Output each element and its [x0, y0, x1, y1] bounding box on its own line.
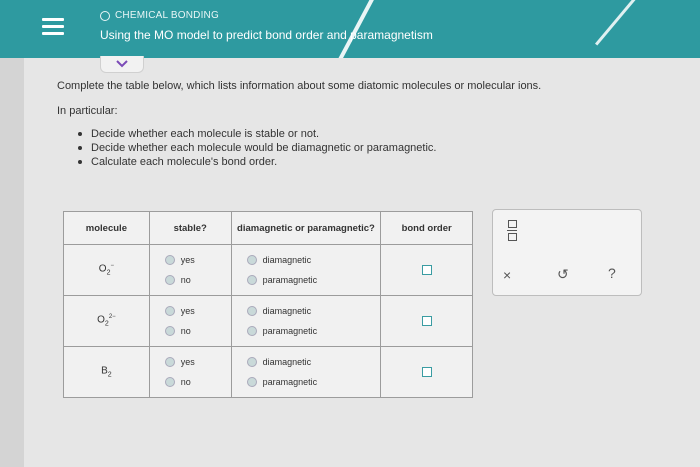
radio-icon[interactable]: [165, 357, 175, 367]
radio-icon[interactable]: [165, 255, 175, 265]
bond-order-cell: [381, 296, 473, 347]
stable-yes-option[interactable]: yes: [151, 352, 230, 372]
bond-order-input[interactable]: [422, 316, 432, 326]
help-button[interactable]: ?: [608, 265, 616, 281]
paramagnetic-option[interactable]: paramagnetic: [233, 372, 380, 392]
instructions-particular: In particular:: [57, 105, 118, 117]
instructions-list: [78, 127, 436, 169]
stable-cell: [149, 245, 231, 296]
list-item: Decide whether each molecule would be diamagnetic or paramagnetic.: [78, 141, 436, 155]
bond-order-input[interactable]: [422, 367, 432, 377]
molecule-cell: $B_2$: [64, 347, 150, 398]
topic-text: CHEMICAL BONDING: [115, 10, 219, 21]
radio-icon[interactable]: [247, 357, 257, 367]
paramagnetic-option[interactable]: paramagnetic: [233, 321, 380, 341]
page-title: Using the MO model to predict bond order and paramagnetism: [100, 28, 433, 42]
molecule-cell: $O_2^-$: [64, 245, 150, 296]
stable-cell: [149, 296, 231, 347]
radio-icon[interactable]: [247, 275, 257, 285]
radio-icon[interactable]: [165, 377, 175, 387]
bullet-icon: [78, 160, 82, 164]
molecule-cell: $O_2^{2-}$: [64, 296, 150, 347]
undo-button[interactable]: ↺: [557, 266, 569, 282]
header-molecule: molecule: [64, 212, 150, 245]
bond-order-cell: [381, 347, 473, 398]
radio-icon[interactable]: [247, 306, 257, 316]
fraction-icon[interactable]: [507, 220, 517, 241]
answer-tools-panel: [492, 209, 642, 296]
magnetic-cell: [231, 245, 381, 296]
radio-icon[interactable]: [165, 275, 175, 285]
chevron-down-icon: [116, 60, 128, 68]
list-item: Decide whether each molecule is stable or not.: [78, 127, 436, 141]
table-row: [64, 296, 473, 347]
stable-no-option[interactable]: no: [151, 270, 230, 290]
header-stable: stable?: [149, 212, 231, 245]
menu-icon[interactable]: [38, 14, 68, 42]
collapse-button[interactable]: [100, 56, 144, 73]
topic-label: [100, 10, 219, 21]
header-bar: [0, 0, 700, 58]
pen-stroke: [595, 0, 642, 46]
diamagnetic-option[interactable]: diamagnetic: [233, 250, 380, 270]
stable-no-option[interactable]: no: [151, 321, 230, 341]
paramagnetic-option[interactable]: paramagnetic: [233, 270, 380, 290]
radio-icon[interactable]: [247, 326, 257, 336]
diamagnetic-option[interactable]: diamagnetic: [233, 352, 380, 372]
molecule-table: [63, 211, 473, 398]
table-row: [64, 347, 473, 398]
magnetic-cell: [231, 296, 381, 347]
stable-yes-option[interactable]: yes: [151, 301, 230, 321]
progress-circle-icon: [100, 11, 110, 21]
list-item: Calculate each molecule's bond order.: [78, 155, 436, 169]
clear-button[interactable]: ×: [503, 267, 512, 283]
instructions-intro: Complete the table below, which lists information about some diatomic molecules or molecular ions.: [57, 80, 542, 92]
radio-icon[interactable]: [247, 377, 257, 387]
stable-yes-option[interactable]: yes: [151, 250, 230, 270]
header-bond-order: bond order: [381, 212, 473, 245]
diamagnetic-option[interactable]: diamagnetic: [233, 301, 380, 321]
stable-no-option[interactable]: no: [151, 372, 230, 392]
header-magnetic: diamagnetic or paramagnetic?: [231, 212, 381, 245]
table-row: [64, 245, 473, 296]
radio-icon[interactable]: [247, 255, 257, 265]
bullet-icon: [78, 132, 82, 136]
stable-cell: [149, 347, 231, 398]
radio-icon[interactable]: [165, 326, 175, 336]
radio-icon[interactable]: [165, 306, 175, 316]
bond-order-input[interactable]: [422, 265, 432, 275]
bullet-icon: [78, 146, 82, 150]
magnetic-cell: [231, 347, 381, 398]
table-header-row: [64, 212, 473, 245]
bond-order-cell: [381, 245, 473, 296]
left-margin: [0, 58, 24, 467]
